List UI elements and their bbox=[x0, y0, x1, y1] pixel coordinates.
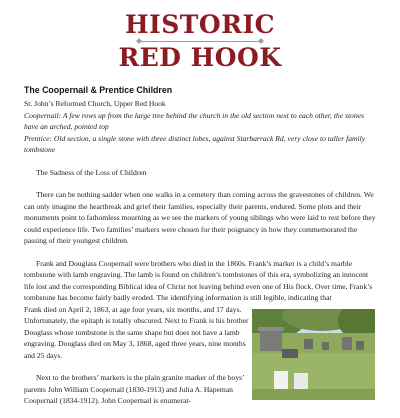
paragraph-coopernail-parents: Next to the brothers’ markers is the plain granite marker of the boys’ parents John William Coopernail (1830-1913) and Julia A. Hapeman Coopernail (1834-1912). John Coopernail is enumerat- bbox=[24, 373, 245, 405]
article-title: The Coopernail & Prentice Children bbox=[24, 85, 173, 95]
masthead bbox=[0, 12, 400, 71]
cemetery-photo bbox=[252, 309, 375, 400]
paragraph-coopernail-brothers-continued: Frank died on April 2, 1863, at age four years, six months, and 17 days. Unfortunately, the epitaph is totally obscured. Next to Frank is his brother Douglass whose tombstone is the same shape but does not have a lamb engraving. Douglass died on May 3, 1868, aged three years, nine months and 25 days. bbox=[24, 304, 249, 360]
masthead-line-1: HISTORIC bbox=[124, 10, 276, 39]
prentice-location-note: Prentice: Old section, a single stone with three distinct lobes, against Starbarrack Rd, very close to taller family tombstone bbox=[24, 133, 366, 154]
coopernail-location-note: Coopernail: A few rows up from the large tree behind the church in the old section next to each other, the stones have an arched, pointed top bbox=[24, 110, 364, 131]
article-location: St. John’s Reformed Church, Upper Red Hook bbox=[24, 99, 166, 108]
paragraph-intro: There can be nothing sadder when one walks in a cemetery than coming across the gravestones of children. We can only imagine the heartbreak and grief their families, especially their parents, endured. Some plots and their monuments point to fathomless mourning as we see the markers of young siblings who were laid to rest before they could experience life. Two families’ markers were chosen for their poignancy in how they commemorated the passing of their youngest children. bbox=[24, 190, 376, 245]
masthead-line-2: RED HOOK bbox=[118, 43, 282, 72]
paragraph-coopernail-brothers: Frank and Douglass Coopernail were brothers who died in the 1860s. Frank’s marker is a child’s marble tombstone with lamb engraving. The lamb is found on children’s tombstones of this era, symbolizing an innocent life lost and the corresponding Biblical idea of Christ not leaving behind even one of His flock. Over time, Frank’s tombstone has become fairly badly eroded. The identifying information is still legible, indicating that bbox=[24, 258, 373, 302]
section-heading: The Sadness of the Loss of Children bbox=[36, 167, 147, 177]
cemetery-photo-drawing bbox=[252, 309, 375, 400]
masthead-divider bbox=[139, 41, 261, 42]
wrapped-text-column bbox=[24, 304, 250, 407]
